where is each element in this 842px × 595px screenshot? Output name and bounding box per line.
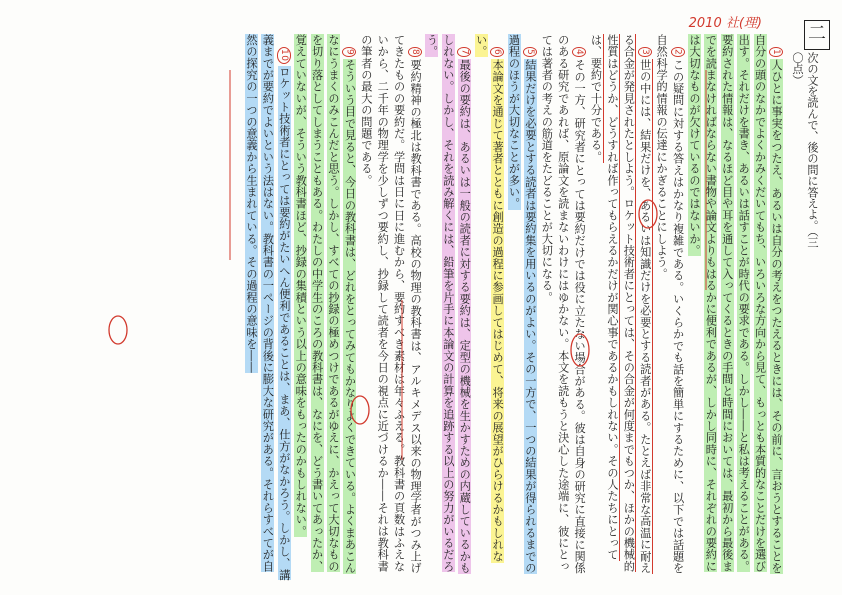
paragraph <box>653 34 686 582</box>
paragraph-number-circle: 9 <box>344 49 355 56</box>
paragraph <box>686 34 784 582</box>
paragraph-text: 人ひとに事実をつたえ、あるいは自分の考えをつたえるときには、その前に、言おうとすることを自分の頭のなかでよくかみくだいてもち、いろいろな方向から見て、もっとも本質的なことだけを選び出す。それだけを書き、あるいは話すことが時代の要求である。しかし――と私は考えることがある。要約された情報は、なるほど目や耳を通して入ってくるときの手間と時間においては、最初から最後までを読まなければならない書物や論文よりもはるかに便利であるが、しかし同時に、それぞれの要約には大切なものが欠けているのではないか。 <box>687 34 783 575</box>
question-instruction: 次の文を読んで、後の問に答えよ。（三〇点） <box>791 52 819 248</box>
paragraph-number-circle: 2 <box>672 49 683 56</box>
paragraph-number-circle: 6 <box>492 49 503 56</box>
paragraph-text: 最後の要約は、あるいは一般の読者に対する要約は、定型の機械を生かすための内蔵しているかもしれない。しかし、それを読み解くには、鉛筆を片手に本論文の計算を追跡する以上の努力がいるだろう。 <box>425 34 472 575</box>
paragraph-number-circle: 8 <box>410 49 421 56</box>
paragraph-number-circle: 3 <box>639 49 650 56</box>
paragraph-text: 結果だけを必要とする読者は要約集を用いるのがよい。その一方で、一つの結果が得られるまでの過程のほうが大切なことが多い。 <box>507 34 537 575</box>
paragraph <box>243 34 292 582</box>
paragraph-text: 本論文を通じて著者とともに創造の過程に参画してはじめて、将来の展望がひらけるかもしれない。 <box>474 34 505 563</box>
paragraph-number-circle: 1 <box>771 49 781 56</box>
paragraph <box>587 34 653 582</box>
paragraph <box>505 34 538 582</box>
paragraph-text: 要約精神の極北は教科書である。高校の物理の教科書は、アルキメデス以来の物理学者がつみ上げてきたものの要約だ。学問は日に日に進むから、要約すべき素材は年々ふえる。教科書の頁数はふえないから、二千年の物理学を少しずつ要約し、抄録して読者を今日の視点に近づけるか――それは教科書の筆者の最大の問題である。 <box>359 34 423 575</box>
handwritten-source-note: 2010 社(理) <box>688 16 762 31</box>
paragraph <box>538 34 587 582</box>
paragraph-text: この疑問に対する答えはかなり複雑である。いくらかでも話を簡単にするために、以下では話題を自然科学的情報の伝達にかぎることにしよう。 <box>655 34 685 575</box>
paragraph <box>292 34 358 582</box>
paragraph <box>472 34 505 582</box>
passage-body <box>24 34 784 582</box>
paragraph-number-circle: 5 <box>524 49 535 56</box>
paragraph <box>357 34 423 582</box>
paragraph-number-circle: 10 <box>278 49 289 62</box>
paragraph <box>423 34 472 582</box>
paragraph-number-circle: 7 <box>459 49 470 56</box>
paragraph-text: その一方、研究者にとっては要約だけでは役に立たない場合がある。彼は自身の研究に直接に関係のある研究であれば、原論文を読まないわけにはゆかない。本文を読もうと決心した途端に、彼にとっては著者の考えの筋道をたどることが大切になる。 <box>540 34 587 575</box>
question-number-box: 二 <box>804 20 830 50</box>
paragraph-text: 世の中には、結果だけを、あるいは知識だけを必要とする読者がある。たとえば非常な高温に耐える合金が発見されたとしよう。ロケット技術者にとっては、その合金が何度までもつか、ほかの機械的性質はどうか、どうすれば作ってもらえるかだけが関心事であるかもしれない。その人たちにとっては、要約で十分である。 <box>589 34 652 575</box>
paragraph-text: ロケット技術者にとっては要約がたいへん便利であることは、まあ、仕方がなかろう。しかし、講義までが要約でよいという法はない。教科書の一ページの背後に膨大な研究がある。それらすべてが自然の探究の一つの意義から生まれている。その過程の意味を―― <box>245 34 291 581</box>
paragraph-text: そういう目で見ると、今日の教科書は、どれをとってみてもかなりよくできている。よくまあこんなにうまくのみこんだと思う。しかし、すべての抄録の極めつけであるがゆえに、かえって大切なものを切り落としてしまうこともある。わたしの中学生のころの教科書は、なにを、どう書いてあったか、覚えていないが、そういう教科書ほど、抄録の集積という以上の意味をもったのかもしれない。 <box>294 34 357 575</box>
paragraph-number-circle: 4 <box>574 49 585 56</box>
